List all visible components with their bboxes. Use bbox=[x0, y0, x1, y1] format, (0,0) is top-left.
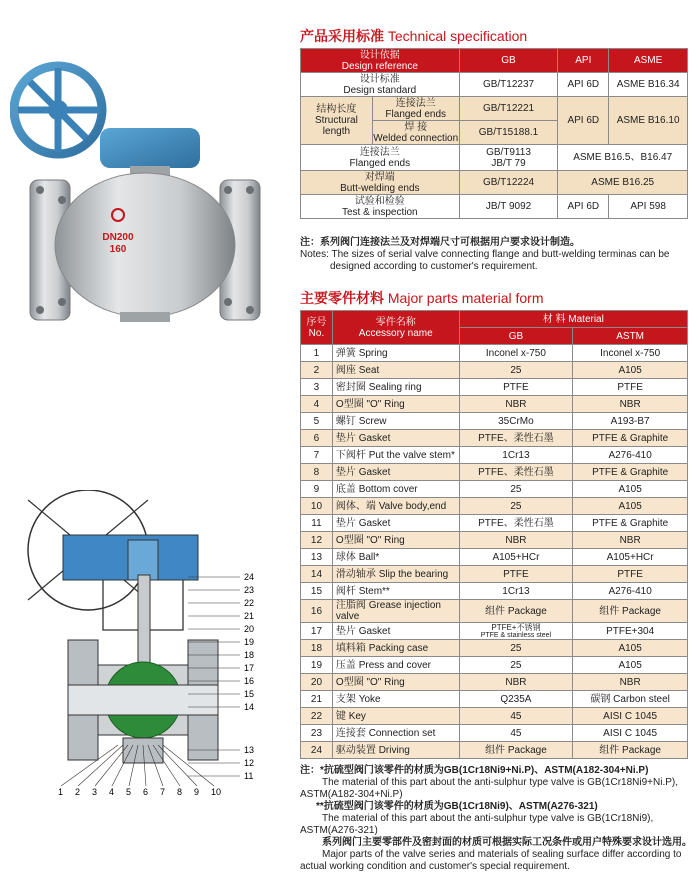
table-row bbox=[301, 362, 688, 379]
callout-label: 13 bbox=[244, 745, 255, 755]
callout-label: 22 bbox=[244, 598, 255, 608]
parts-cell-gb: 组件 Package bbox=[459, 742, 573, 759]
parts-cell-no: 16 bbox=[301, 600, 333, 623]
parts-cell-no: 23 bbox=[301, 725, 333, 742]
spec-header-gb: GB bbox=[459, 49, 558, 73]
parts-title bbox=[300, 288, 543, 308]
callout-label: 7 bbox=[160, 787, 166, 797]
parts-cell-astm: 碳钢 Carbon steel bbox=[573, 691, 688, 708]
parts-cell-no: 7 bbox=[301, 447, 333, 464]
parts-cell-astm: A193-B7 bbox=[573, 413, 688, 430]
parts-cell-no: 22 bbox=[301, 708, 333, 725]
parts-cell-no: 10 bbox=[301, 498, 333, 515]
parts-cell-name: 压盖 Press and cover bbox=[332, 657, 459, 674]
parts-cell-name: 球体 Ball* bbox=[332, 549, 459, 566]
spec-row-flange-conn: 连接法兰 Flanged ends bbox=[301, 145, 460, 171]
parts-cell-name: 填料箱 Packing case bbox=[332, 640, 459, 657]
parts-cell-astm: AISI C 1045 bbox=[573, 725, 688, 742]
parts-cell-no: 6 bbox=[301, 430, 333, 447]
parts-cell-gb: 1Cr13 bbox=[459, 583, 573, 600]
parts-cell-gb: PTFE、柔性石墨 bbox=[459, 464, 573, 481]
parts-title-cn: 主要零件材料 bbox=[300, 290, 384, 306]
spec-row-design-standard: 设计标准 Design standard bbox=[301, 73, 460, 97]
photo-label-dn: DN200 bbox=[102, 232, 134, 243]
parts-cell-no: 15 bbox=[301, 583, 333, 600]
table-row bbox=[301, 532, 688, 549]
table-row bbox=[301, 481, 688, 498]
parts-cell-astm: A105 bbox=[573, 481, 688, 498]
parts-cell-astm: PTFE & Graphite bbox=[573, 515, 688, 532]
parts-cell-no: 11 bbox=[301, 515, 333, 532]
parts-cell-gb: PTFE+不锈钢 PTFE & stainless steel bbox=[459, 623, 573, 640]
parts-cell-no: 5 bbox=[301, 413, 333, 430]
parts-cell-name: 阀座 Seat bbox=[332, 362, 459, 379]
parts-cell-gb: 25 bbox=[459, 657, 573, 674]
valve-body bbox=[55, 173, 235, 317]
parts-cell-name: 垫片 Gasket bbox=[332, 623, 459, 640]
callout-label: 21 bbox=[244, 611, 255, 621]
parts-cell-gb: 35CrMo bbox=[459, 413, 573, 430]
spec-header-asme: ASME bbox=[609, 49, 688, 73]
table-row bbox=[301, 583, 688, 600]
callout-leader bbox=[95, 745, 128, 786]
parts-cell-astm: A105+HCr bbox=[573, 549, 688, 566]
table-row bbox=[301, 396, 688, 413]
parts-cell-name: 阀杆 Stem** bbox=[332, 583, 459, 600]
callout-label: 3 bbox=[92, 787, 98, 797]
parts-cell-astm: 组件 Package bbox=[573, 600, 688, 623]
callout-label: 8 bbox=[177, 787, 183, 797]
callout-label: 20 bbox=[244, 624, 255, 634]
parts-cell-gb: PTFE、柔性石墨 bbox=[459, 515, 573, 532]
parts-header-astm: ASTM bbox=[573, 328, 688, 345]
gearbox bbox=[100, 128, 200, 168]
parts-cell-gb: PTFE bbox=[459, 566, 573, 583]
table-row bbox=[301, 464, 688, 481]
parts-cell-name: 密封圈 Sealing ring bbox=[332, 379, 459, 396]
table-row bbox=[301, 640, 688, 657]
table-row bbox=[301, 600, 688, 623]
parts-cell-astm: PTFE+304 bbox=[573, 623, 688, 640]
callout-label: 11 bbox=[244, 771, 254, 781]
parts-cell-name: 滑动轴承 Slip the bearing bbox=[332, 566, 459, 583]
spec-table: 设计依据 Design reference GB API ASME 设计标准 Design standard GB/T12237 API 6D ASME B16.34 结构长度 Structural length 连接法兰 Flanged ends GB/T12221 API 6D ASME B16.10 焊 接 Welded connection GB/T15188.1 连接法兰 Flanged ends GB/T9113 JB/T 79 ASME B16.5、B16.47 对焊端 Butt-welding ends GB/T12224 ASME B16.25 试验和检验 Test & inspection JB/T 9092 API 6D API 598 bbox=[300, 48, 688, 219]
photo-label-pn: 160 bbox=[109, 244, 127, 255]
parts-table bbox=[300, 310, 688, 759]
parts-cell-astm: AISI C 1045 bbox=[573, 708, 688, 725]
callout-label: 5 bbox=[126, 787, 132, 797]
parts-cell-astm: PTFE bbox=[573, 566, 688, 583]
parts-cell-no: 18 bbox=[301, 640, 333, 657]
table-row bbox=[301, 549, 688, 566]
parts-cell-gb: NBR bbox=[459, 396, 573, 413]
valve-photo bbox=[10, 40, 280, 330]
parts-cell-gb: Inconel x-750 bbox=[459, 345, 573, 362]
parts-title-en: Major parts material form bbox=[387, 290, 544, 306]
callout-label: 24 bbox=[244, 572, 255, 582]
parts-cell-astm: NBR bbox=[573, 674, 688, 691]
parts-header-no: 序号 No. bbox=[301, 311, 333, 345]
parts-cell-no: 17 bbox=[301, 623, 333, 640]
parts-cell-gb: A105+HCr bbox=[459, 549, 573, 566]
parts-cell-no: 2 bbox=[301, 362, 333, 379]
parts-cell-astm: A276-410 bbox=[573, 583, 688, 600]
parts-cell-gb: 25 bbox=[459, 640, 573, 657]
parts-cell-astm: NBR bbox=[573, 396, 688, 413]
parts-cell-name: 弹簧 Spring bbox=[332, 345, 459, 362]
callout-label: 9 bbox=[194, 787, 200, 797]
table-row bbox=[301, 742, 688, 759]
parts-cell-no: 12 bbox=[301, 532, 333, 549]
table-row bbox=[301, 657, 688, 674]
callout-label: 12 bbox=[244, 758, 255, 768]
callout-label: 15 bbox=[244, 689, 255, 699]
spec-row-test: 试验和检验 Test & inspection bbox=[301, 195, 460, 219]
parts-cell-gb: 45 bbox=[459, 708, 573, 725]
table-row bbox=[301, 430, 688, 447]
parts-header-material: 材 料 Material bbox=[459, 311, 687, 328]
handwheel bbox=[14, 66, 102, 154]
parts-cell-no: 1 bbox=[301, 345, 333, 362]
parts-cell-gb: PTFE、柔性石墨 bbox=[459, 430, 573, 447]
table-row bbox=[301, 691, 688, 708]
parts-cell-name: 垫片 Gasket bbox=[332, 515, 459, 532]
parts-cell-no: 3 bbox=[301, 379, 333, 396]
callout-label: 6 bbox=[143, 787, 149, 797]
parts-cell-name: 垫片 Gasket bbox=[332, 464, 459, 481]
table-row bbox=[301, 674, 688, 691]
table-row bbox=[301, 725, 688, 742]
table-row bbox=[301, 566, 688, 583]
spec-row-structural-length: 结构长度 Structural length bbox=[301, 97, 373, 145]
parts-cell-astm: Inconel x-750 bbox=[573, 345, 688, 362]
parts-cell-astm: PTFE & Graphite bbox=[573, 430, 688, 447]
spec-notes: 注：系列阀门连接法兰及对焊端尺寸可根据用户要求设计制造。 Notes: The sizes of serial valve connecting flange and butt-welding terminas can be designed according to customer's requirement. bbox=[300, 237, 670, 272]
parts-cell-name: O型圈 "O" Ring bbox=[332, 532, 459, 549]
callout-label: 10 bbox=[211, 787, 222, 797]
parts-cell-no: 20 bbox=[301, 674, 333, 691]
callout-label: 19 bbox=[244, 637, 255, 647]
parts-header-gb: GB bbox=[459, 328, 573, 345]
parts-cell-gb: PTFE bbox=[459, 379, 573, 396]
table-row bbox=[301, 345, 688, 362]
parts-cell-no: 14 bbox=[301, 566, 333, 583]
parts-cell-gb: 组件 Package bbox=[459, 600, 573, 623]
table-row bbox=[301, 515, 688, 532]
parts-cell-astm: A276-410 bbox=[573, 447, 688, 464]
table-row bbox=[301, 447, 688, 464]
parts-cell-name: 驱动装置 Driving bbox=[332, 742, 459, 759]
parts-cell-name: O型圈 "O" Ring bbox=[332, 674, 459, 691]
callout-label: 23 bbox=[244, 585, 255, 595]
parts-cell-astm: PTFE & Graphite bbox=[573, 464, 688, 481]
parts-cell-name: 连接套 Connection set bbox=[332, 725, 459, 742]
spec-title bbox=[300, 26, 527, 46]
parts-cell-gb: NBR bbox=[459, 674, 573, 691]
parts-cell-astm: 组件 Package bbox=[573, 742, 688, 759]
parts-cell-no: 4 bbox=[301, 396, 333, 413]
callout-label: 17 bbox=[244, 663, 255, 673]
spec-header-design: 设计依据 Design reference bbox=[301, 49, 460, 73]
parts-cell-no: 13 bbox=[301, 549, 333, 566]
parts-notes: 注：*抗硫型阀门该零件的材质为GB(1Cr18Ni9+Ni.P)、ASTM(A182-304+Ni.P) The material of this part about the anti-sulphur type valve is GB(1Cr18Ni9+Ni.P), ASTM(A182-304+Ni.P) **抗硫型阀门该零件的材质为GB(1Cr18Ni9)、ASTM(A276-321) The material of this part about the anti-sulphur type valve is GB(1Cr18Ni9), ASTM(A276-321) 系列阀门主要零部件及密封面的材质可根据实际工况条件或用户特殊要求设计选用。 Major parts of the valve series and materials of sealing surface differ according to actual working condition and customer's special requirement. bbox=[300, 765, 692, 872]
table-row bbox=[301, 413, 688, 430]
table-row bbox=[301, 379, 688, 396]
parts-cell-gb: 25 bbox=[459, 362, 573, 379]
parts-cell-name: 支架 Yoke bbox=[332, 691, 459, 708]
parts-cell-astm: A105 bbox=[573, 657, 688, 674]
parts-header-name: 零件名称 Accessory name bbox=[332, 311, 459, 345]
parts-cell-gb: 45 bbox=[459, 725, 573, 742]
spec-row-butt-weld: 对焊端 Butt-welding ends bbox=[301, 171, 460, 195]
parts-cell-astm: A105 bbox=[573, 640, 688, 657]
parts-cell-no: 21 bbox=[301, 691, 333, 708]
spec-title-en: Technical specification bbox=[387, 28, 528, 44]
callout-label: 18 bbox=[244, 650, 255, 660]
spec-title-cn: 产品采用标准 bbox=[300, 28, 384, 44]
table-row bbox=[301, 623, 688, 640]
table-row bbox=[301, 708, 688, 725]
parts-cell-astm: PTFE bbox=[573, 379, 688, 396]
parts-cell-name: 螺钉 Screw bbox=[332, 413, 459, 430]
parts-cell-no: 19 bbox=[301, 657, 333, 674]
callout-label: 2 bbox=[75, 787, 81, 797]
table-row bbox=[301, 498, 688, 515]
parts-cell-no: 24 bbox=[301, 742, 333, 759]
callout-leader bbox=[153, 745, 180, 786]
parts-cell-name: 注脂阀 Grease injection valve bbox=[332, 600, 459, 623]
spec-header-api: API bbox=[558, 49, 609, 73]
parts-cell-name: 下阀杆 Put the valve stem* bbox=[332, 447, 459, 464]
callout-label: 16 bbox=[244, 676, 255, 686]
parts-cell-gb: 1Cr13 bbox=[459, 447, 573, 464]
callout-label: 4 bbox=[109, 787, 115, 797]
parts-cell-name: O型圈 "O" Ring bbox=[332, 396, 459, 413]
callout-label: 14 bbox=[244, 702, 255, 712]
callout-label: 1 bbox=[58, 787, 64, 797]
parts-cell-name: 阀体、端 Valve body,end bbox=[332, 498, 459, 515]
parts-cell-gb: 25 bbox=[459, 481, 573, 498]
parts-cell-name: 键 Key bbox=[332, 708, 459, 725]
parts-cell-gb: 25 bbox=[459, 498, 573, 515]
parts-cell-astm: A105 bbox=[573, 362, 688, 379]
parts-cell-name: 垫片 Gasket bbox=[332, 430, 459, 447]
valve-cross-section-diagram bbox=[8, 490, 293, 800]
parts-cell-name: 底盖 Bottom cover bbox=[332, 481, 459, 498]
parts-cell-astm: A105 bbox=[573, 498, 688, 515]
parts-cell-astm: NBR bbox=[573, 532, 688, 549]
parts-cell-gb: NBR bbox=[459, 532, 573, 549]
parts-cell-no: 9 bbox=[301, 481, 333, 498]
parts-cell-no: 8 bbox=[301, 464, 333, 481]
parts-cell-gb: Q235A bbox=[459, 691, 573, 708]
